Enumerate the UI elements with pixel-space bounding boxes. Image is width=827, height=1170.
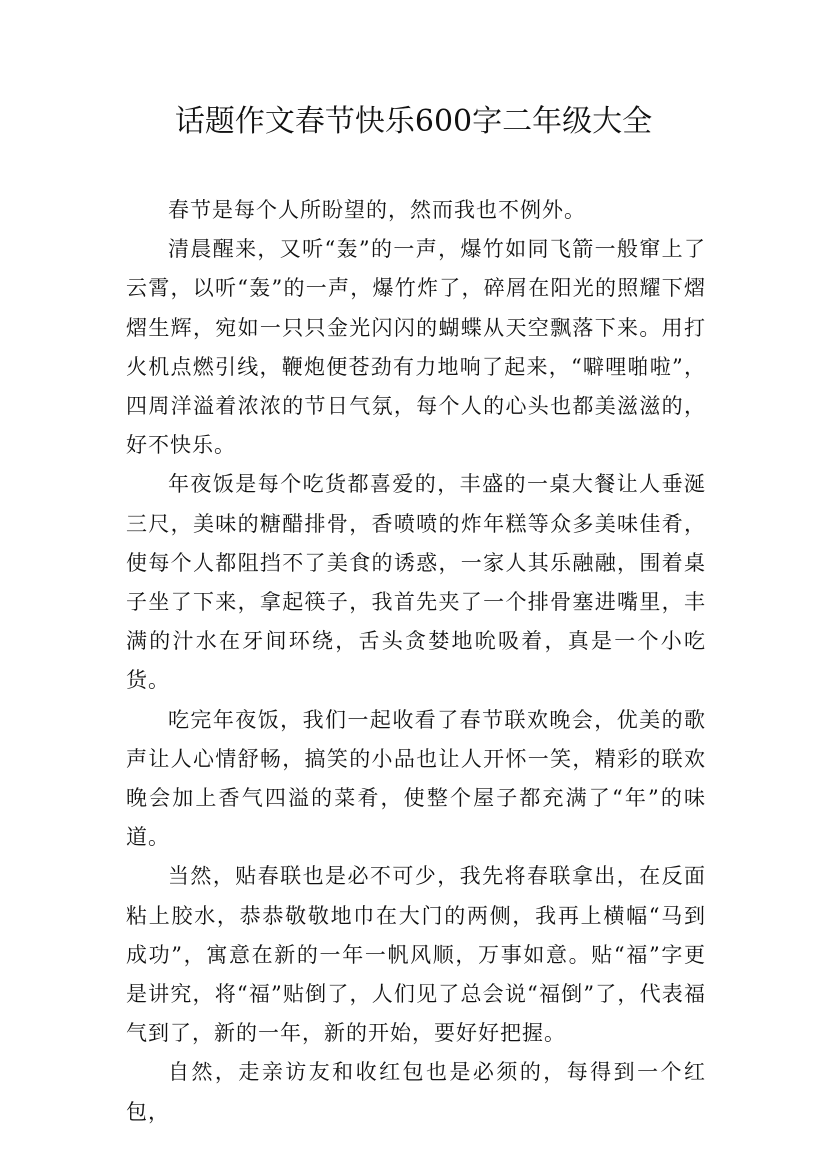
document-body <box>126 191 706 1132</box>
paragraph: 春节是每个人所盼望的，然而我也不例外。 <box>168 198 586 222</box>
paragraph: 年夜饭是每个吃货都喜爱的，丰盛的一桌大餐让人垂涎三尺，美味的糖醋排骨，香喷喷的炸年糕等众多美味佳肴，使每个人都阻挡不了美食的诱惑，一家人其乐融融，围着桌子坐了下来，拿起筷子，我首先夹了一个排骨塞进嘴里，丰满的汁水在牙间环绕，舌头贪婪地吮吸着，真是一个小吃货。 <box>126 472 706 693</box>
paragraph: 清晨醒来，又听“轰”的一声，爆竹如同飞箭一般窜上了云霄，以听“轰”的一声，爆竹炸了，碎屑在阳光的照耀下熠熠生辉，宛如一只只金光闪闪的蝴蝶从天空飘落下来。用打火机点燃引线，鞭炮便苍劲有力地响了起来，“噼哩啪啦”，四周洋溢着浓浓的节日气氛，每个人的心头也都美滋滋的，好不快乐。 <box>126 237 706 458</box>
paragraph: 吃完年夜饭，我们一起收看了春节联欢晚会，优美的歌声让人心情舒畅，搞笑的小品也让人开怀一笑，精彩的联欢晚会加上香气四溢的菜肴，使整个屋子都充满了“年”的味道。 <box>126 707 706 850</box>
paragraph: 当然，贴春联也是必不可少，我先将春联拿出，在反面粘上胶水，恭恭敬敬地巾在大门的两侧，我再上横幅“马到成功”，寓意在新的一年一帆风顺，万事如意。贴“福”字更是讲究，将“福”贴倒了，人们见了总会说“福倒”了，代表福气到了，新的一年，新的开始，要好好把握。 <box>126 864 706 1046</box>
document-title: 话题作文春节快乐600字二年级大全 <box>174 104 653 139</box>
paragraph: 自然，走亲访友和收红包也是必须的，每得到一个红包， <box>126 1060 706 1124</box>
